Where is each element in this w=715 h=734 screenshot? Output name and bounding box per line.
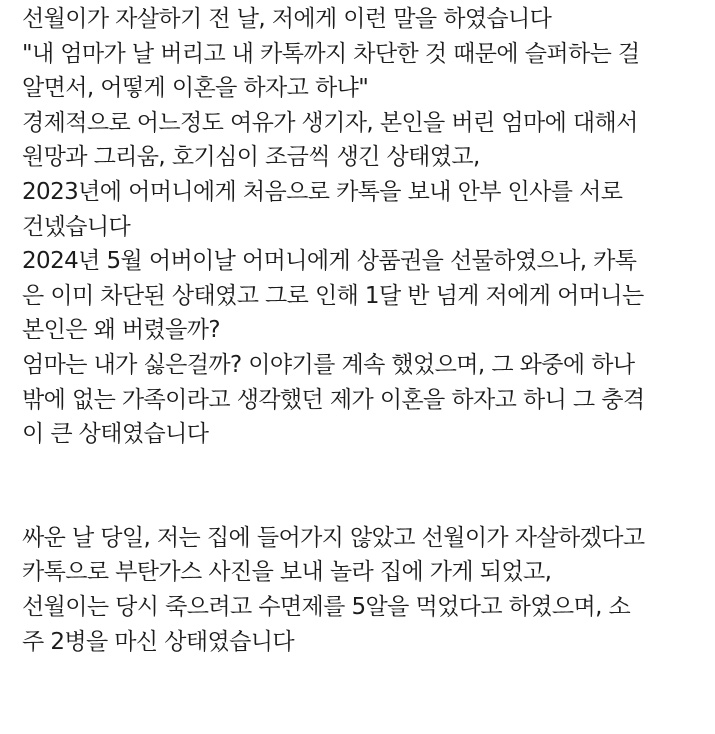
text-line: 2024년 5월 어버이날 어머니에게 상품권을 선물하였으나, 카톡: [22, 248, 637, 275]
document-body: [22, 2, 707, 659]
text-line: 본인은 왜 버렸을까?: [22, 317, 220, 344]
text-line: 원망과 그리움, 호기심이 조금씩 생긴 상태였고,: [22, 144, 480, 171]
text-line: "내 엄마가 날 버리고 내 카톡까지 차단한 것 때문에 슬퍼하는 걸: [22, 40, 640, 67]
paragraph-gap: [22, 452, 707, 521]
text-line: 선월이가 자살하기 전 날, 저에게 이런 말을 하였습니다: [22, 6, 552, 32]
paragraph-2: [22, 521, 707, 659]
text-line: 이 큰 상태였습니다: [22, 421, 209, 448]
text-line: 밖에 없는 가족이라고 생각했던 제가 이혼을 하자고 하니 그 충격: [22, 386, 645, 413]
text-line: 건넸습니다: [22, 213, 131, 240]
text-line: 알면서, 어떻게 이혼을 하자고 하냐": [22, 75, 369, 102]
text-line: 카톡으로 부탄가스 사진을 보내 놀라 집에 가게 되었고,: [22, 559, 552, 586]
text-line: 경제적으로 어느정도 여유가 생기자, 본인을 버린 엄마에 대해서: [22, 109, 638, 136]
text-line: 주 2병을 마신 상태였습니다: [22, 628, 294, 655]
text-line: 선월이는 당시 죽으려고 수면제를 5알을 먹었다고 하였으며, 소: [22, 593, 631, 620]
text-line: 은 이미 차단된 상태였고 그로 인해 1달 반 넘게 저에게 어머니는: [22, 282, 644, 309]
paragraph-1: [22, 2, 707, 452]
text-line: 엄마는 내가 싫은걸까? 이야기를 계속 했었으며, 그 와중에 하나: [22, 351, 635, 378]
text-line: 2023년에 어머니에게 처음으로 카톡을 보내 안부 인사를 서로: [22, 178, 623, 205]
text-line: 싸운 날 당일, 저는 집에 들어가지 않았고 선월이가 자살하겠다고: [22, 524, 645, 551]
